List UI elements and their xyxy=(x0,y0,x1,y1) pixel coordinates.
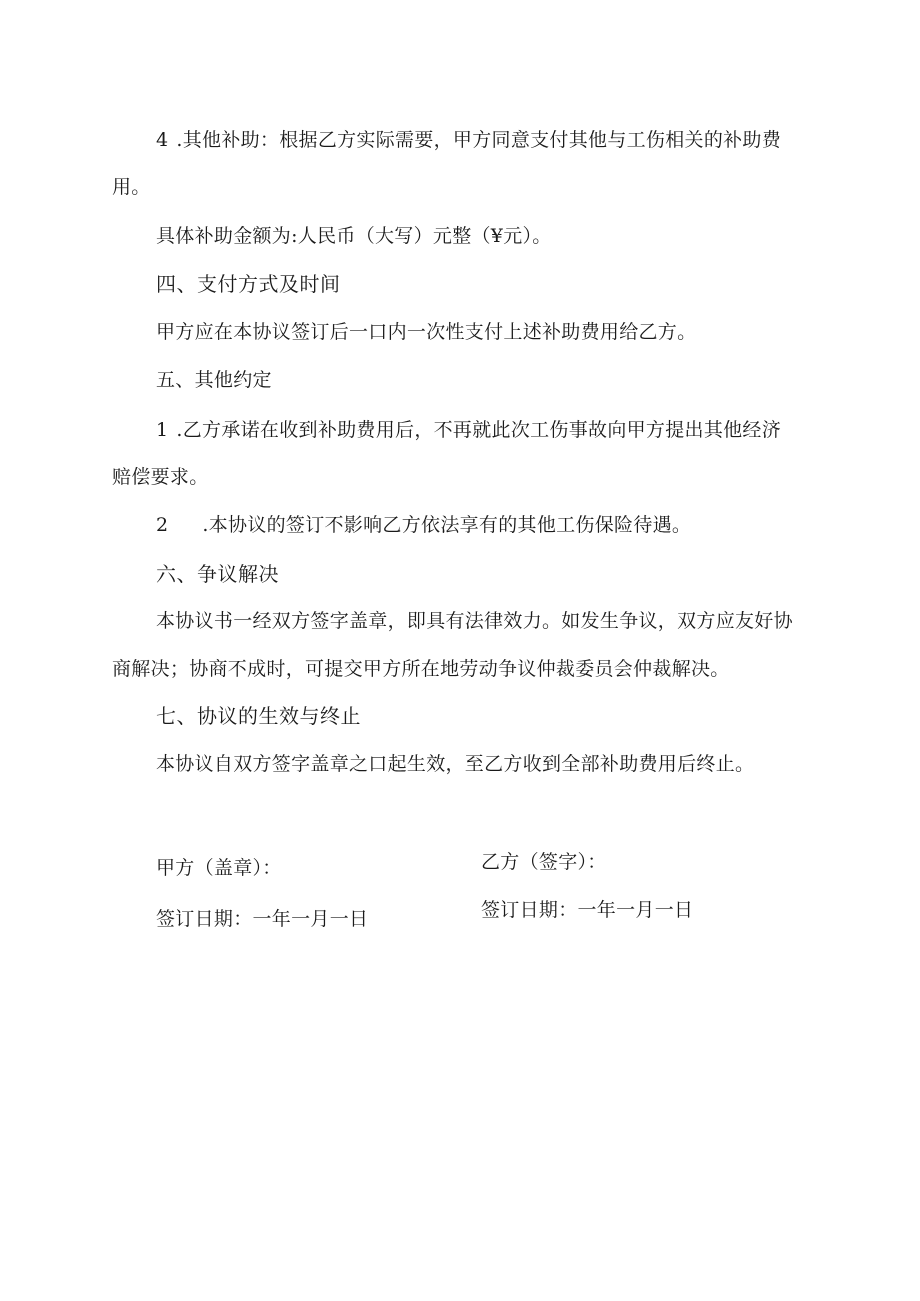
section7-heading: 七、协议的生效与终止 xyxy=(156,704,361,728)
section5-item1-line1 xyxy=(156,418,781,442)
section4-heading: 四、支付方式及时间 xyxy=(156,272,341,296)
section4-text: 甲方应在本协议签订后一口内一次性支付上述补助费用给乙方。 xyxy=(156,321,697,343)
section5-item2-number: 2 xyxy=(156,514,169,536)
section6-heading: 六、争议解决 xyxy=(156,562,279,586)
section5-item1-line2: 赔偿要求。 xyxy=(112,466,209,488)
item4-line1 xyxy=(156,128,781,152)
item4-number: 4 xyxy=(156,129,169,151)
section5-item2-text: .本协议的签订不影响乙方依法享有的其他工伤保险待遇。 xyxy=(202,514,692,536)
section6-line1: 本协议书一经双方签字盖章，即具有法律效力。如发生争议，双方应友好协 xyxy=(156,610,793,632)
amount-line: 具体补助金额为:人民币（大写）元整（¥元）。 xyxy=(156,225,552,247)
section5-item1-number: 1 xyxy=(156,419,169,441)
party-a-date: 签订日期：一年一月一日 xyxy=(156,908,369,930)
section7-text: 本协议自双方签字盖章之口起生效，至乙方收到全部补助费用后终止。 xyxy=(156,753,755,775)
section6-line2: 商解决；协商不成时，可提交甲方所在地劳动争议仲裁委员会仲裁解决。 xyxy=(112,658,730,680)
item4-line2: 用。 xyxy=(112,176,151,198)
section5-heading: 五、其他约定 xyxy=(156,369,272,391)
section5-item2 xyxy=(156,513,691,537)
party-b-label: 乙方（签字）： xyxy=(481,851,607,873)
party-a-label: 甲方（盖章）： xyxy=(156,857,282,879)
section5-item1-text: .乙方承诺在收到补助费用后，不再就此次工伤事故向甲方提出其他经济 xyxy=(176,419,782,441)
party-b-date: 签订日期：一年一月一日 xyxy=(481,899,694,921)
item4-text: .其他补助：根据乙方实际需要，甲方同意支付其他与工伤相关的补助费 xyxy=(176,129,782,151)
